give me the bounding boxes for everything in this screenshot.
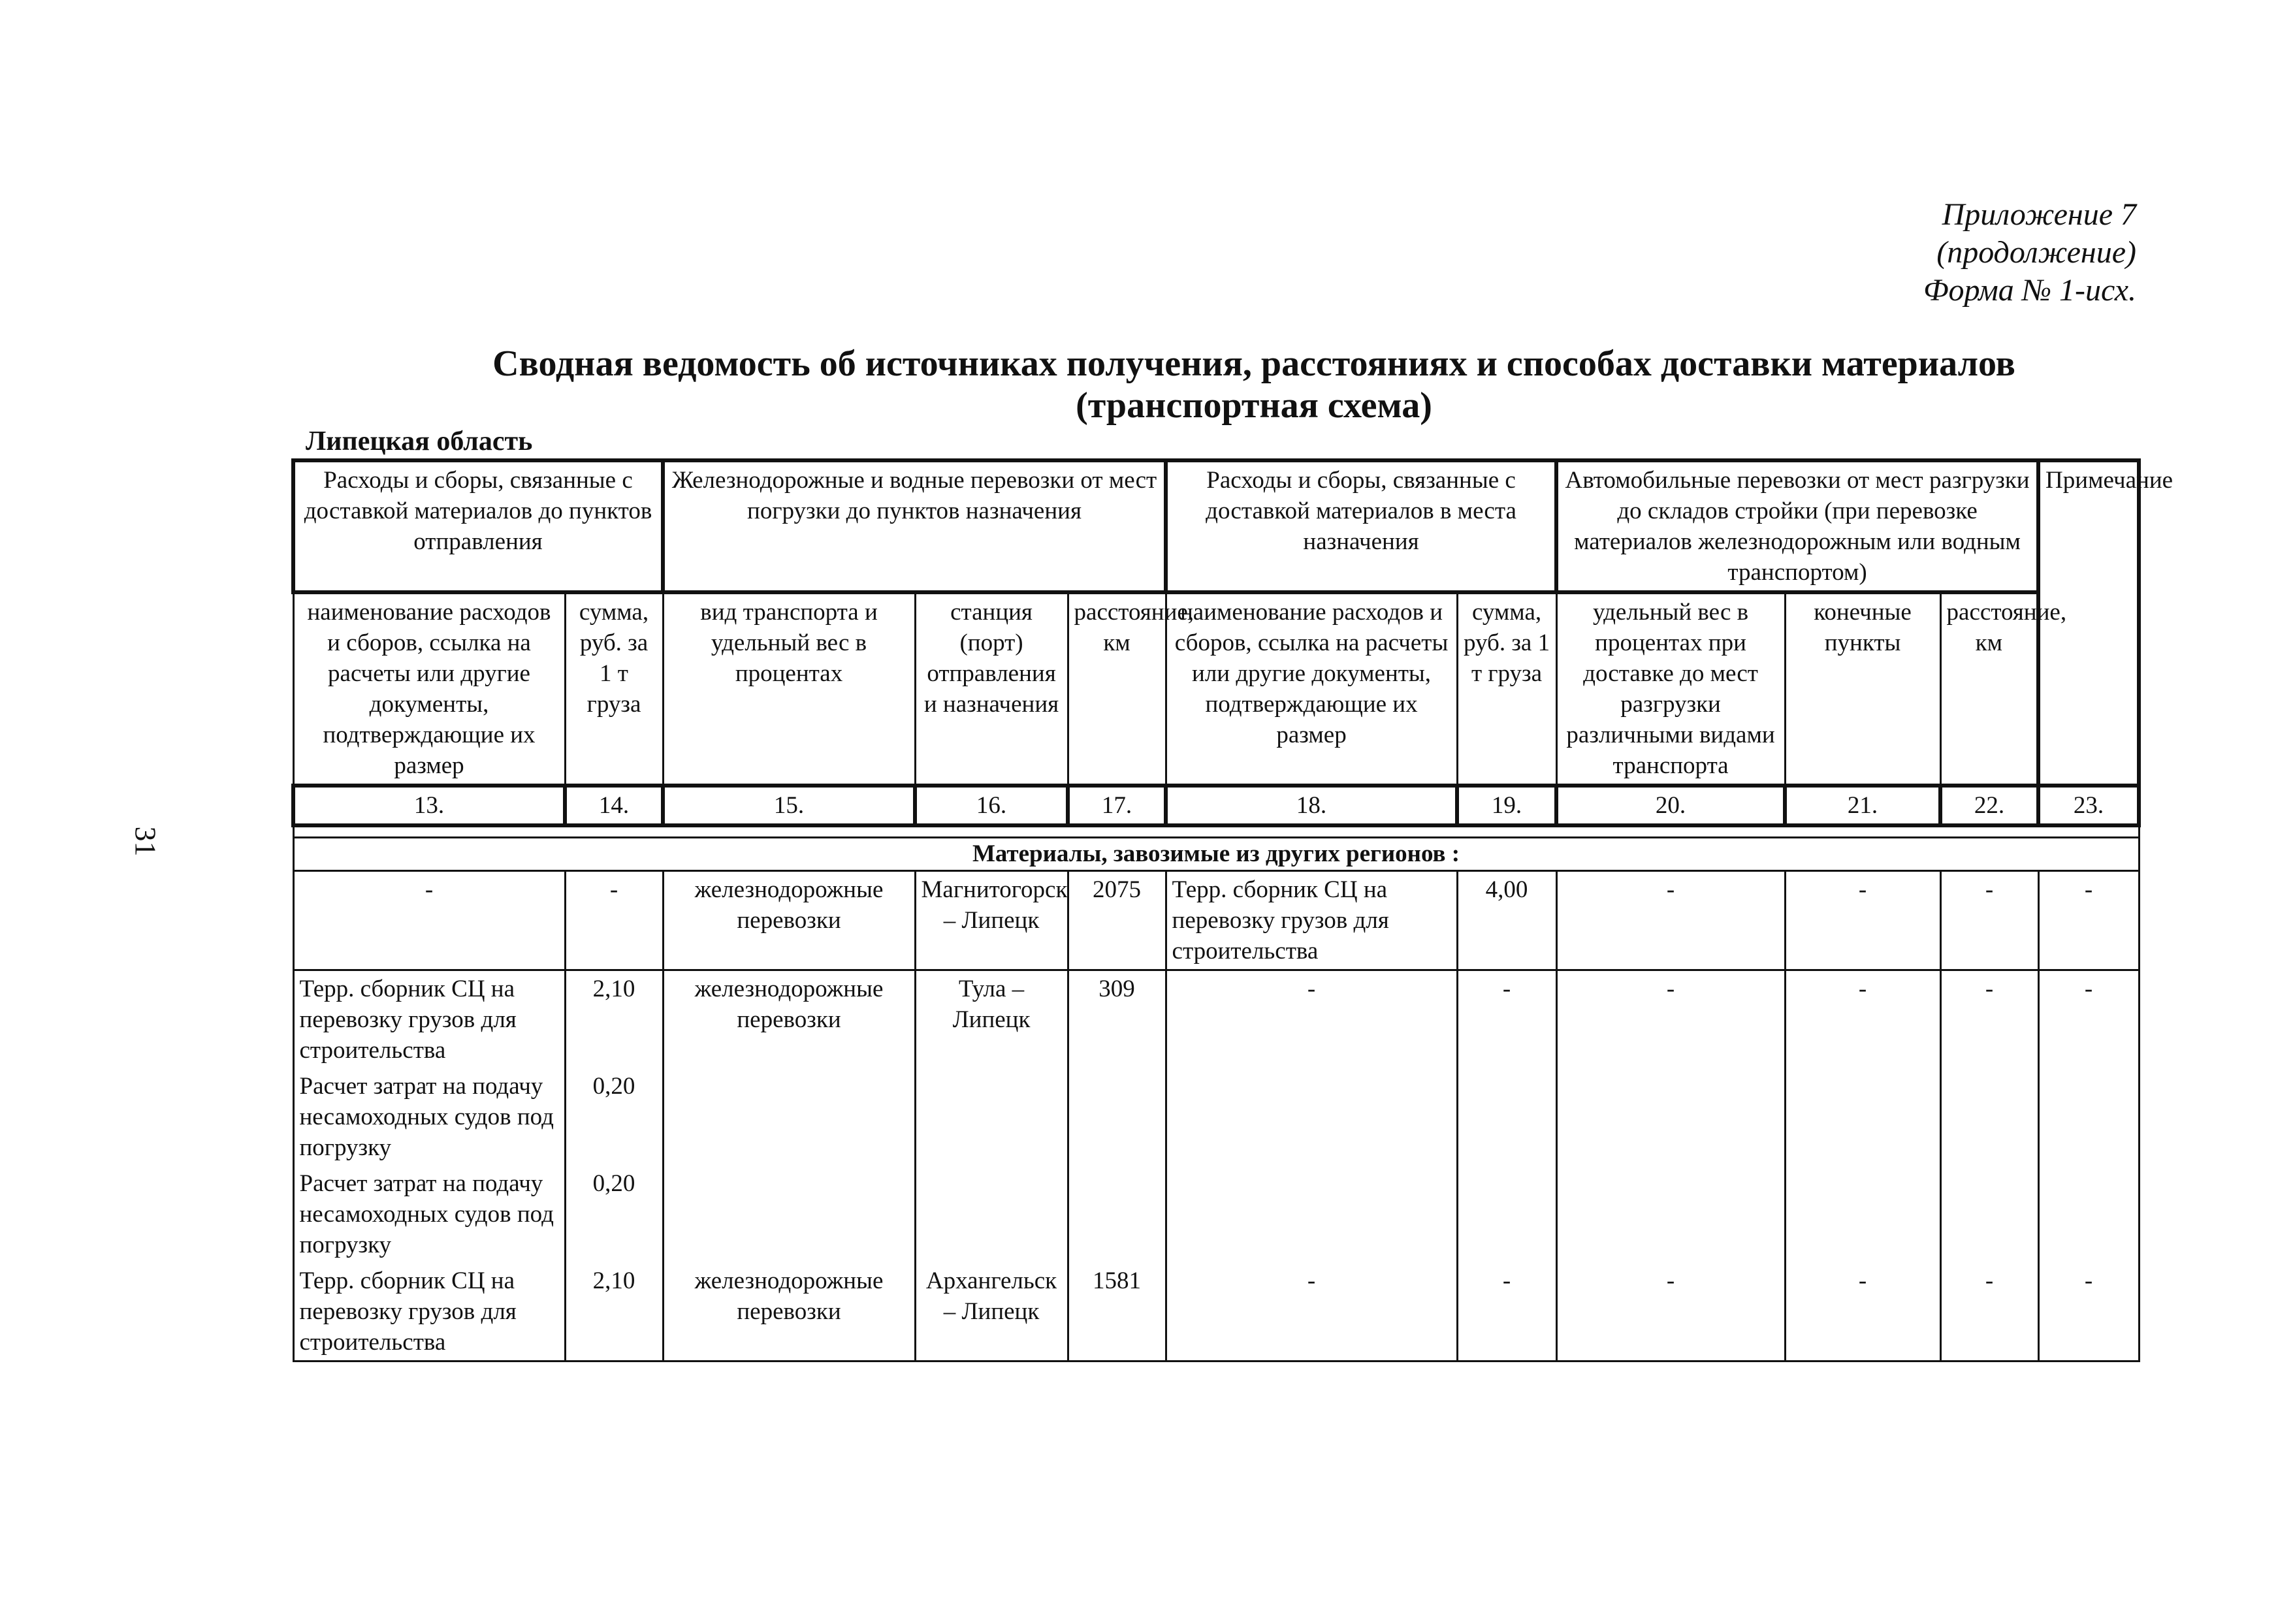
column-header: станция (порт) отправления и назначения bbox=[915, 592, 1068, 786]
table-cell: - bbox=[1457, 970, 1556, 1069]
table-cell: Расчет затрат на подачу несамоходных судов под погрузку bbox=[293, 1068, 565, 1166]
table-cell: - bbox=[293, 871, 565, 970]
column-header: расстояние, км bbox=[1940, 592, 2038, 786]
appendix-label: Приложение 7 bbox=[1942, 197, 2136, 232]
table-cell bbox=[1166, 1166, 1457, 1263]
continuation-label: (продолжение) bbox=[1936, 235, 2136, 270]
spacer-row bbox=[293, 825, 2139, 838]
column-header: удельный вес в процентах при доставке до мест разгрузки различными видами транспорта bbox=[1556, 592, 1785, 786]
table-cell: 1581 bbox=[1068, 1263, 1166, 1361]
table-cell bbox=[2038, 1166, 2139, 1263]
table-cell bbox=[1556, 1166, 1785, 1263]
group-header: Автомобильные перевозки от мест разгрузки до складов стройки (при перевозке материалов железнодорожным или водным транспортом) bbox=[1556, 460, 2038, 592]
table-cell bbox=[915, 1166, 1068, 1263]
column-header: сумма, руб. за 1 т груза bbox=[1457, 592, 1556, 786]
table-cell: железнодорожные перевозки bbox=[663, 871, 915, 970]
table-cell: железнодорожные перевозки bbox=[663, 1263, 915, 1361]
table-cell: 2,10 bbox=[565, 1263, 663, 1361]
table-cell bbox=[1068, 1068, 1166, 1166]
table-cell bbox=[1166, 1068, 1457, 1166]
table-cell: - bbox=[1166, 1263, 1457, 1361]
table-cell: 2,10 bbox=[565, 970, 663, 1069]
table-cell: Терр. сборник СЦ на перевозку грузов для строительства bbox=[293, 1263, 565, 1361]
table-cell: 2075 bbox=[1068, 871, 1166, 970]
column-number: 17. bbox=[1068, 786, 1166, 825]
title-sub: (транспортная схема) bbox=[1076, 385, 1432, 426]
column-number: 18. bbox=[1166, 786, 1457, 825]
title-main: Сводная ведомость об источниках получения, расстояниях и способах доставки материалов bbox=[492, 343, 2015, 384]
table-cell: - bbox=[565, 871, 663, 970]
table-cell: - bbox=[1556, 970, 1785, 1069]
table-cell: - bbox=[1940, 871, 2038, 970]
table-cell: Терр. сборник СЦ на перевозку грузов для строительства bbox=[1166, 871, 1457, 970]
table-cell: - bbox=[1556, 1263, 1785, 1361]
group-header: Примечание bbox=[2038, 460, 2139, 786]
document-title bbox=[294, 343, 2214, 426]
group-header: Железнодорожные и водные перевозки от мест погрузки до пунктов назначения bbox=[663, 460, 1166, 592]
table-cell: 309 bbox=[1068, 970, 1166, 1069]
table-cell: - bbox=[2038, 1263, 2139, 1361]
column-header-row bbox=[293, 592, 2139, 786]
table-cell bbox=[1940, 1068, 2038, 1166]
column-number: 19. bbox=[1457, 786, 1556, 825]
table-row bbox=[293, 871, 2139, 970]
table-cell: - bbox=[1556, 871, 1785, 970]
column-number: 20. bbox=[1556, 786, 1785, 825]
group-header: Расходы и сборы, связанные с доставкой материалов в места назначения bbox=[1166, 460, 1556, 592]
table-cell: железнодорожные перевозки bbox=[663, 970, 915, 1069]
region-label: Липецкая область bbox=[306, 426, 533, 456]
section-title: Материалы, завозимые из других регионов : bbox=[293, 838, 2139, 871]
table-cell: - bbox=[1785, 871, 1940, 970]
column-number: 14. bbox=[565, 786, 663, 825]
table-cell bbox=[1556, 1068, 1785, 1166]
table-cell bbox=[2038, 1068, 2139, 1166]
table-cell bbox=[663, 1166, 915, 1263]
table-cell: - bbox=[2038, 970, 2139, 1069]
table-cell: - bbox=[1940, 1263, 2038, 1361]
table-cell: - bbox=[1785, 1263, 1940, 1361]
column-number: 15. bbox=[663, 786, 915, 825]
table-cell: Терр. сборник СЦ на перевозку грузов для строительства bbox=[293, 970, 565, 1069]
table-cell bbox=[915, 1068, 1068, 1166]
table-cell: - bbox=[1457, 1263, 1556, 1361]
form-label: Форма № 1-исх. bbox=[1923, 273, 2136, 308]
column-number: 16. bbox=[915, 786, 1068, 825]
table-cell: Архангельск – Липецк bbox=[915, 1263, 1068, 1361]
table-cell: Магнитогорск – Липецк bbox=[915, 871, 1068, 970]
page-number: 31 bbox=[129, 826, 163, 857]
table-cell: - bbox=[1940, 970, 2038, 1069]
column-header: сумма, руб. за 1 т груза bbox=[565, 592, 663, 786]
table-cell: Тула – Липецк bbox=[915, 970, 1068, 1069]
table-cell bbox=[1940, 1166, 2038, 1263]
table-cell: - bbox=[1166, 970, 1457, 1069]
column-number: 23. bbox=[2038, 786, 2139, 825]
column-header: расстояние, км bbox=[1068, 592, 1166, 786]
column-header: конечные пункты bbox=[1785, 592, 1940, 786]
table-row bbox=[293, 1068, 2139, 1166]
section-row bbox=[293, 838, 2139, 871]
table-cell bbox=[1785, 1166, 1940, 1263]
column-header: наименование расходов и сборов, ссылка на расчеты или другие документы, подтверждающие их размер bbox=[293, 592, 565, 786]
table-row bbox=[293, 970, 2139, 1069]
table-cell: - bbox=[1785, 970, 1940, 1069]
table-cell bbox=[1457, 1068, 1556, 1166]
column-header: вид транспорта и удельный вес в процентах bbox=[663, 592, 915, 786]
transport-table bbox=[291, 458, 2173, 1362]
group-header: Расходы и сборы, связанные с доставкой материалов до пунктов отправления bbox=[293, 460, 663, 592]
table-cell bbox=[1785, 1068, 1940, 1166]
table-cell bbox=[1068, 1166, 1166, 1263]
column-header: наименование расходов и сборов, ссылка на расчеты или другие документы, подтверждающие их размер bbox=[1166, 592, 1457, 786]
group-header-row bbox=[293, 460, 2139, 592]
table-cell: 0,20 bbox=[565, 1166, 663, 1263]
table-row bbox=[293, 1263, 2139, 1361]
table-cell: Расчет затрат на подачу несамоходных судов под погрузку bbox=[293, 1166, 565, 1263]
table-cell: 0,20 bbox=[565, 1068, 663, 1166]
table-row bbox=[293, 1166, 2139, 1263]
appendix-header bbox=[1923, 196, 2136, 310]
table-cell bbox=[663, 1068, 915, 1166]
column-number: 13. bbox=[293, 786, 565, 825]
table-cell bbox=[1457, 1166, 1556, 1263]
column-number-row bbox=[293, 786, 2139, 825]
table-cell: 4,00 bbox=[1457, 871, 1556, 970]
column-number: 21. bbox=[1785, 786, 1940, 825]
column-number: 22. bbox=[1940, 786, 2038, 825]
table-cell: - bbox=[2038, 871, 2139, 970]
